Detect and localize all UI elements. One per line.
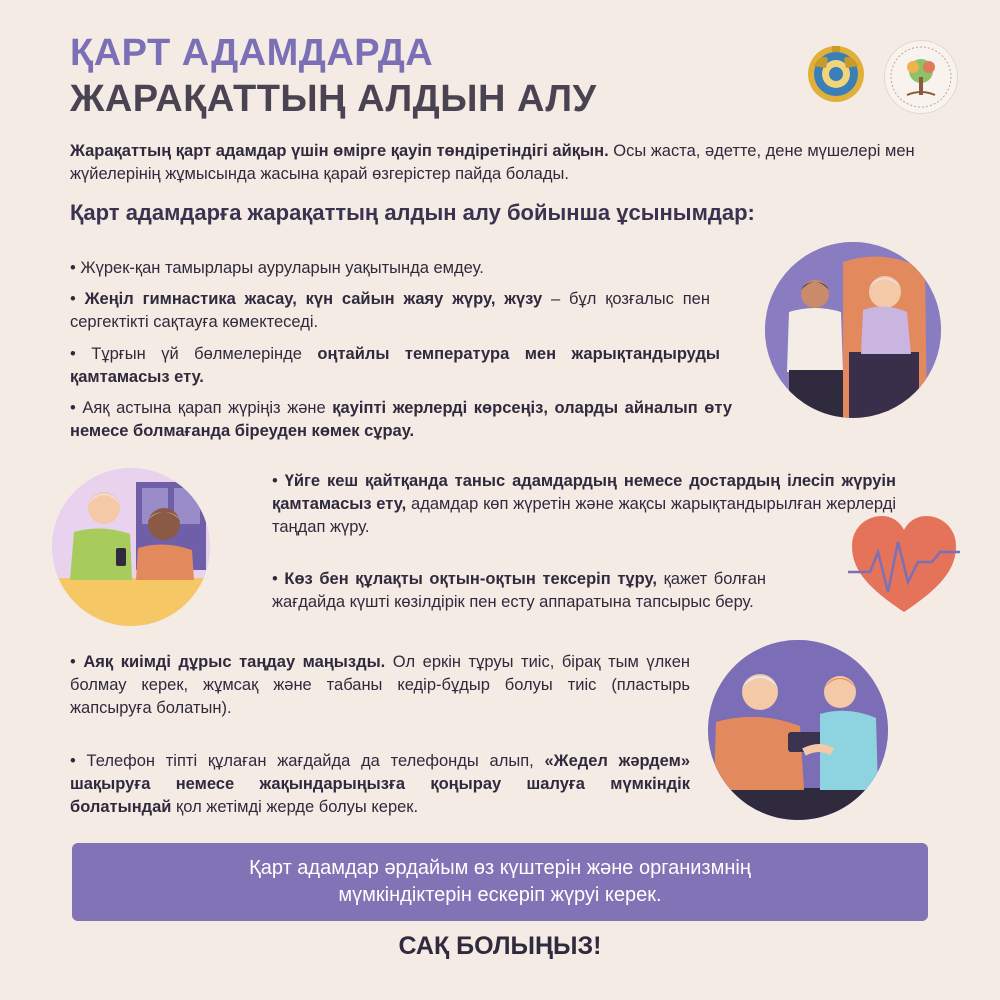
elderly-couple-with-phone-illustration — [52, 468, 210, 626]
item-bold: Аяқ киімді дұрыс таңдау маңызды. — [83, 653, 386, 671]
item-text: қажет болған жағдайда күшті көзілдірік пен есту аппаратына тапсырыс беру. — [272, 570, 766, 611]
intro-bold: Жарақаттың қарт адамдар үшін өмірге қауіп төндіретіндігі айқын. — [70, 142, 609, 160]
intro-paragraph — [70, 140, 940, 186]
item-text: қол жетімді жерде болуы керек. — [171, 798, 419, 816]
list-item — [70, 343, 720, 389]
list-item — [70, 397, 732, 443]
item-text: Ол еркін тұруы тиіс, бірақ тым үлкен болмау керек, жұмсақ және табаны кедір-бұдыр болуы тиіс (пластырь жапсыруға болатын). — [70, 653, 690, 717]
list-item — [70, 257, 730, 280]
item-bold: Үйге кеш қайтқанда таныс адамдардың немесе достардың ілесіп жүруін қамтамасыз ету, — [272, 472, 896, 513]
item-bold: Көз бен құлақты оқтын-оқтын тексеріп тұру, — [284, 570, 657, 588]
banner-line1: Қарт адамдар әрдайым өз күштерін және организмнің — [249, 857, 751, 879]
item-text: • — [272, 472, 285, 490]
recommendations-heading: Қарт адамдарға жарақаттың алдын алу бойынша ұсынымдар: — [70, 200, 755, 225]
page-title-line2: ЖАРАҚАТТЫҢ АЛДЫН АЛУ — [70, 78, 597, 120]
intro-text: Осы жаста, әдетте, дене мүшелері мен жүйелерінің жұмысында жасына қарай өзгерістер пайда болады. — [70, 142, 915, 183]
item-text: • Аяқ астына қарап жүріңіз және — [70, 399, 333, 417]
item-text: адамдар көп жүретін және жақсы жарықтандырылған жерлерді таңдап жүру. — [272, 495, 896, 536]
item-text: • Тұрғын үй бөлмелерінде — [70, 345, 318, 363]
blood-pressure-check-illustration — [708, 640, 888, 820]
item-text: • Жүрек-қан тамырлары ауруларын уақытында емдеу. — [70, 259, 484, 277]
list-item — [272, 470, 896, 539]
item-bold: қауіпті жерлерді көрсеңіз, оларды айналып өту немесе болмағанда біреуден көмек сұрау. — [70, 399, 732, 440]
heart-pulse-icon — [848, 512, 960, 616]
footer-warning: САҚ БОЛЫҢЫЗ! — [398, 932, 602, 960]
elderly-woman-armchair-with-son-illustration — [765, 242, 941, 418]
list-item — [70, 750, 690, 819]
kazakhstan-emblem-icon — [806, 44, 866, 104]
banner-line2: мүмкіндіктерін ескеріп жүруі керек. — [338, 884, 662, 906]
item-bold: «Жедел жәрдем» шақыруға немесе жақындарыңызға қоңырау шалуға мүмкіндік болатындай — [70, 752, 691, 816]
advice-banner — [72, 843, 928, 921]
item-bold: Жеңіл гимнастика жасау, күн сайын жаяу жүру, жүзу — [84, 290, 543, 308]
list-item — [272, 568, 766, 614]
page-title-line1: ҚАРТ АДАМДАРДА — [70, 32, 434, 74]
item-text: – бұл қозғалыс пен сергектікті сақтауға көмектеседі. — [70, 290, 710, 331]
item-text: • — [272, 570, 285, 588]
list-item — [70, 651, 690, 720]
item-bold: оңтайлы температура мен жарықтандыруды қамтамасыз ету. — [70, 345, 721, 386]
item-text: • Телефон тіпті құлаған жағдайда да телефонды алып, — [70, 752, 545, 770]
item-text: • — [70, 290, 85, 308]
health-tree-logo-icon — [884, 40, 958, 114]
item-text: • — [70, 653, 84, 671]
list-item — [70, 288, 710, 334]
